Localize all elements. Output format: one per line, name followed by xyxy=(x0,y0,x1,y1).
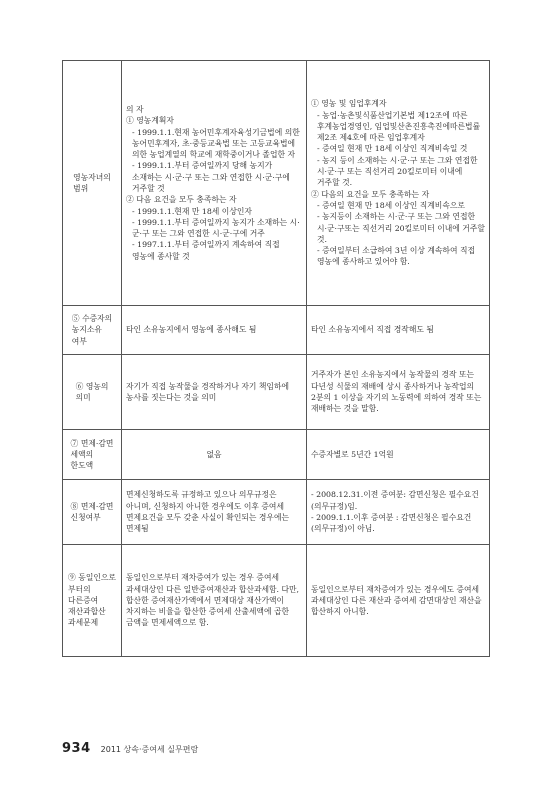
left-cell xyxy=(122,545,307,657)
cell-text: 면제신청하도록 규정하고 있으나 의무규정은 아니며, 신청하지 아니한 경우에도 이후 증여세 면제요건을 모두 갖춘 사실이 확인되는 경우에는 면제됨 xyxy=(126,490,290,534)
cell-text: 동일인으로부터 재차증여가 있는 경우에도 증여세 과세대상인 다른 재산과 증여세 감면대상인 재산을 합산하지 아니함. xyxy=(311,584,482,617)
left-cell xyxy=(122,430,307,480)
right-cell xyxy=(307,61,490,306)
right-cell xyxy=(307,306,490,355)
page-footer xyxy=(62,741,198,756)
row-label-line: 재산과합산 xyxy=(68,607,106,617)
cell-text: - 증여일 현재 만 18세 이상인 직계비속으로 xyxy=(317,200,465,210)
table-row xyxy=(63,430,490,480)
cell-text: 거주자가 본인 소유농지에서 농작물의 경작 또는 다년성 식물의 재배에 상시 종사하거나 농작업의 2분의 1 이상을 자기의 노동력에 의하여 경작 또는 재배하는 것을 말함. xyxy=(311,370,482,414)
cell-text: 타인 소유농지에서 직접 경작해도 됨 xyxy=(311,325,434,335)
right-cell xyxy=(307,480,490,545)
cell-text: - 농지등이 소재하는 시·군·구 또는 그와 연접한 시·군·구또는 직선거리 20킬로미터 이내에 거주할 것. xyxy=(317,212,485,244)
comparison-table xyxy=(62,60,490,657)
right-cell xyxy=(307,545,490,657)
row-label-line: 의미 xyxy=(75,393,91,402)
cell-text: 자기가 직접 농작물을 경작하거나 자기 책임하에 농사를 짓는다는 것을 의미 xyxy=(126,381,290,402)
right-cell xyxy=(307,355,490,430)
page-number: 934 xyxy=(62,741,91,756)
row-label-line: ⑤ 수증자의 xyxy=(71,314,113,324)
row-label-line: 다른증여 xyxy=(68,595,99,605)
cell-text: 동일인으로부터 재차증여가 있는 경우 증여세 과세대상인 다른 일반증여재산과 합산과세함. 다만, 합산한 증여재산가액에서 면제대상 재산가액이 차지하는 비율을 합산한 증여세 산출세액에 곱한 금액을 면제세액으로 함. xyxy=(126,573,300,628)
row-label-cell xyxy=(63,430,122,480)
cell-text: - 증여일부터 소급하여 3년 이상 계속하여 직접 영농에 종사하고 있어야 함. xyxy=(317,246,476,267)
left-cell xyxy=(122,61,307,306)
cell-text: - 1999.1.1.현재 농어민후계자육성기금법에 의한 농어민후계자, 초·중등교육법 또는 고등교육법에 의한 농업계열의 학교에 재학중이거나 졸업한 자 xyxy=(132,127,300,160)
cell-text: ② 다음 요건을 모두 충족하는 자 xyxy=(126,195,237,205)
left-cell xyxy=(122,306,307,355)
row-label-cell xyxy=(63,480,122,545)
cell-text: ① 영농 및 임업후계자 xyxy=(311,99,387,109)
row-label-line: ⑧ 면제·감면 xyxy=(70,501,114,511)
row-label-line: 부터의 xyxy=(68,584,91,594)
left-cell xyxy=(122,480,307,545)
table-row xyxy=(63,545,490,657)
row-label-line: 신청여부 xyxy=(70,513,101,522)
right-cell xyxy=(307,430,490,480)
cell-text: - 농지 등이 소재하는 시·군·구 또는 그와 연접한 시·군·구 또는 직선거리 20킬로미터 이내에 거주할 것. xyxy=(317,155,478,188)
row-label-line: 세액의 xyxy=(70,449,94,459)
row-label-line: 범위 xyxy=(73,184,89,193)
cell-text: - 2009.1.1.이후 증여분 : 감면신청은 필수요건(의무규정)이 아님. xyxy=(311,513,472,534)
row-label-line: 농지소유 xyxy=(71,325,102,335)
table-row xyxy=(63,61,490,306)
row-label-line: ⑦ 면제·감면 xyxy=(70,438,114,448)
row-label-line: 영농자녀의 xyxy=(73,172,111,182)
cell-text: 타인 소유농지에서 영농에 종사해도 됨 xyxy=(126,325,257,335)
row-label-cell xyxy=(63,545,122,657)
row-label-line: ⑨ 동일인으로 xyxy=(68,573,116,583)
cell-text: - 증여일 현재 만 18세 이상인 직계비속일 것 xyxy=(317,144,468,154)
table-row xyxy=(63,306,490,355)
row-label-cell xyxy=(63,355,122,430)
cell-text: - 농업·농촌및식품산업기본법 제12조에 따른 후계농업경영인, 임업및산촌진흥촉진에따른법률 제2조 제4호에 따른 임업후계자 xyxy=(317,110,481,143)
cell-text: 수증자별로 5년간 1억원 xyxy=(311,449,394,459)
cell-text: - 1999.1.1.현재 만 18세 이상인자 xyxy=(132,206,252,216)
row-label-line: 과세문제 xyxy=(68,618,99,628)
left-cell xyxy=(122,355,307,430)
row-label-line: 여부 xyxy=(71,336,87,346)
table-row xyxy=(63,480,490,545)
row-label-line: ⑥ 영농의 xyxy=(75,381,109,391)
cell-text: 없음 xyxy=(206,449,222,459)
cell-text: ① 영농계획자 xyxy=(126,116,174,126)
cell-text: - 1999.1.1.부터 증여일까지 당해 농지가 소재하는 시·군·구 또는 그와 연접한 시·군·구에 거주할 것 xyxy=(132,161,290,193)
cell-text: - 2008.12.31.이전 증여분: 감면신청은 필수요건(의무규정)임. xyxy=(311,490,479,511)
row-label-cell xyxy=(63,306,122,355)
row-label-cell xyxy=(63,61,122,306)
cell-text: 의 자 xyxy=(126,104,144,114)
book-title: 2011 상속·증여세 실무편람 xyxy=(100,745,199,754)
row-label-line: 한도액 xyxy=(70,461,94,471)
cell-text: - 1997.1.1.부터 증여일까지 계속하여 직접 영농에 종사할 것 xyxy=(132,240,280,261)
cell-text: - 1999.1.1.부터 증여일까지 농지가 소재하는 시·군·구 또는 그와 연접한 시·군·구에 거주 xyxy=(132,217,300,239)
cell-text: ② 다음의 요건을 모두 충족하는 자 xyxy=(311,189,430,199)
table-row xyxy=(63,355,490,430)
